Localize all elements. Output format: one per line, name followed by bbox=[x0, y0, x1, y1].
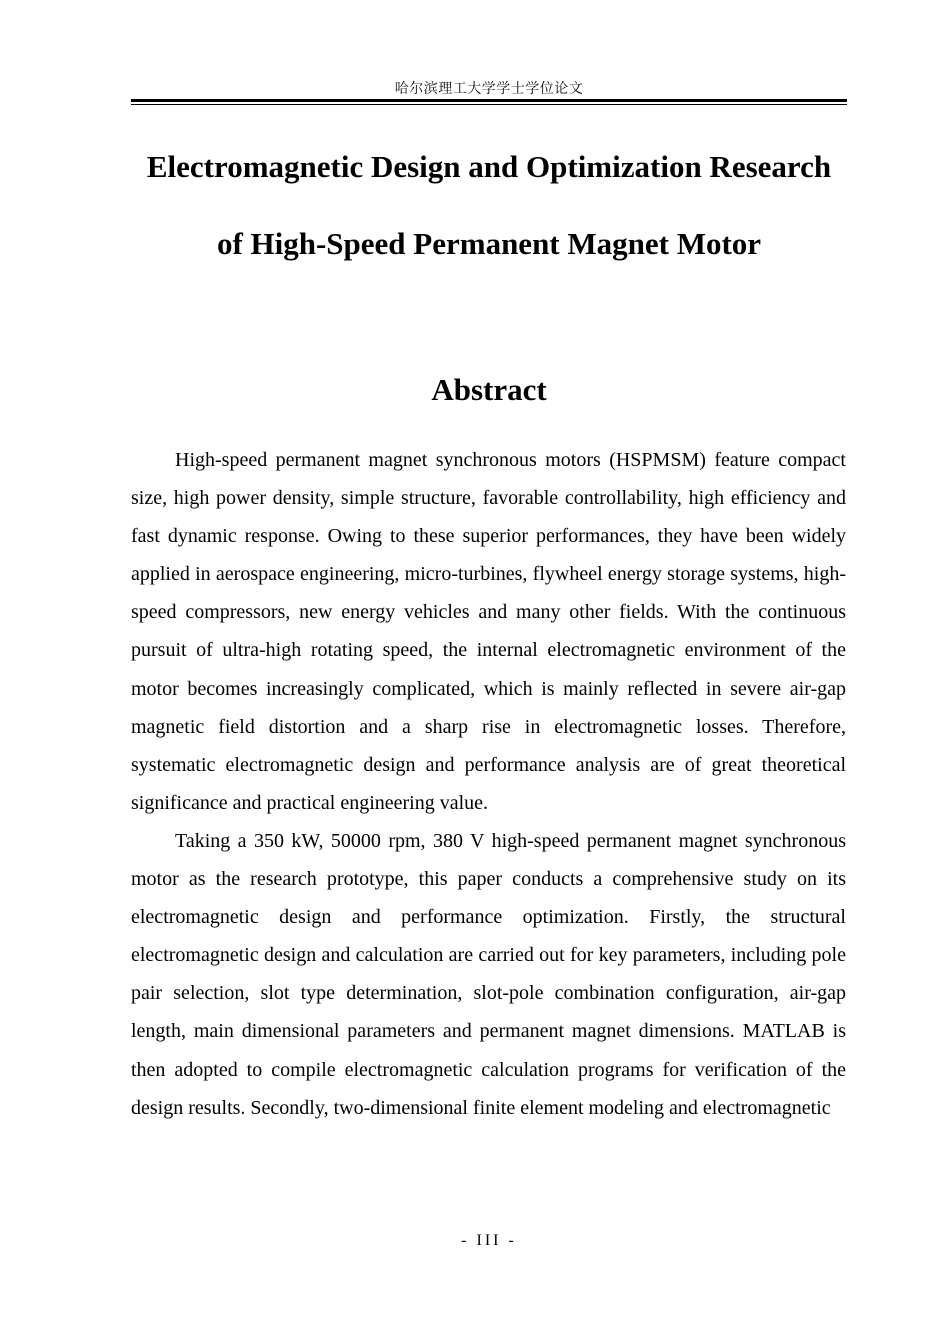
abstract-paragraph-2: Taking a 350 kW, 50000 rpm, 380 V high-speed permanent magnet synchronous motor as the research prototype, this paper conducts a comprehensive study on its electromagnetic design and performance optimization. Firstly, the structural electromagnetic design and calculation are carried out for key parameters, including pole pair selection, slot type determination, slot-pole combination configuration, air-gap length, main dimensional parameters and permanent magnet dimensions. MATLAB is then adopted to compile electromagnetic calculation programs for verification of the design results. Secondly, two-dimensional finite element modeling and electromagnetic bbox=[131, 829, 846, 1119]
header-rule-thick bbox=[131, 99, 847, 102]
running-header: 哈尔滨理工大学学士学位论文 bbox=[394, 81, 584, 97]
header-rule-thin bbox=[131, 104, 847, 105]
abstract-heading: Abstract bbox=[431, 372, 547, 407]
abstract-paragraph-1: High-speed permanent magnet synchronous motors (HSPMSM) feature compact size, high power density, simple structure, favorable controllability, high efficiency and fast dynamic response. Owing to these superior performances, they have been widely applied in aerospace engineering, micro-turbines, flywheel energy storage systems, high-speed compressors, new energy vehicles and many other fields. With the continuous pursuit of ultra-high rotating speed, the internal electromagnetic environment of the motor becomes increasingly complicated, which is mainly reflected in severe air-gap magnetic field distortion and a sharp rise in electromagnetic losses. Therefore, systematic electromagnetic design and performance analysis are of great theoretical significance and practical engineering value. bbox=[131, 449, 846, 814]
page-number: - III - bbox=[461, 1232, 517, 1249]
thesis-title: Electromagnetic Design and Optimization Research of High-Speed Permanent Magnet Motor bbox=[146, 149, 832, 261]
abstract-body bbox=[131, 441, 846, 1127]
